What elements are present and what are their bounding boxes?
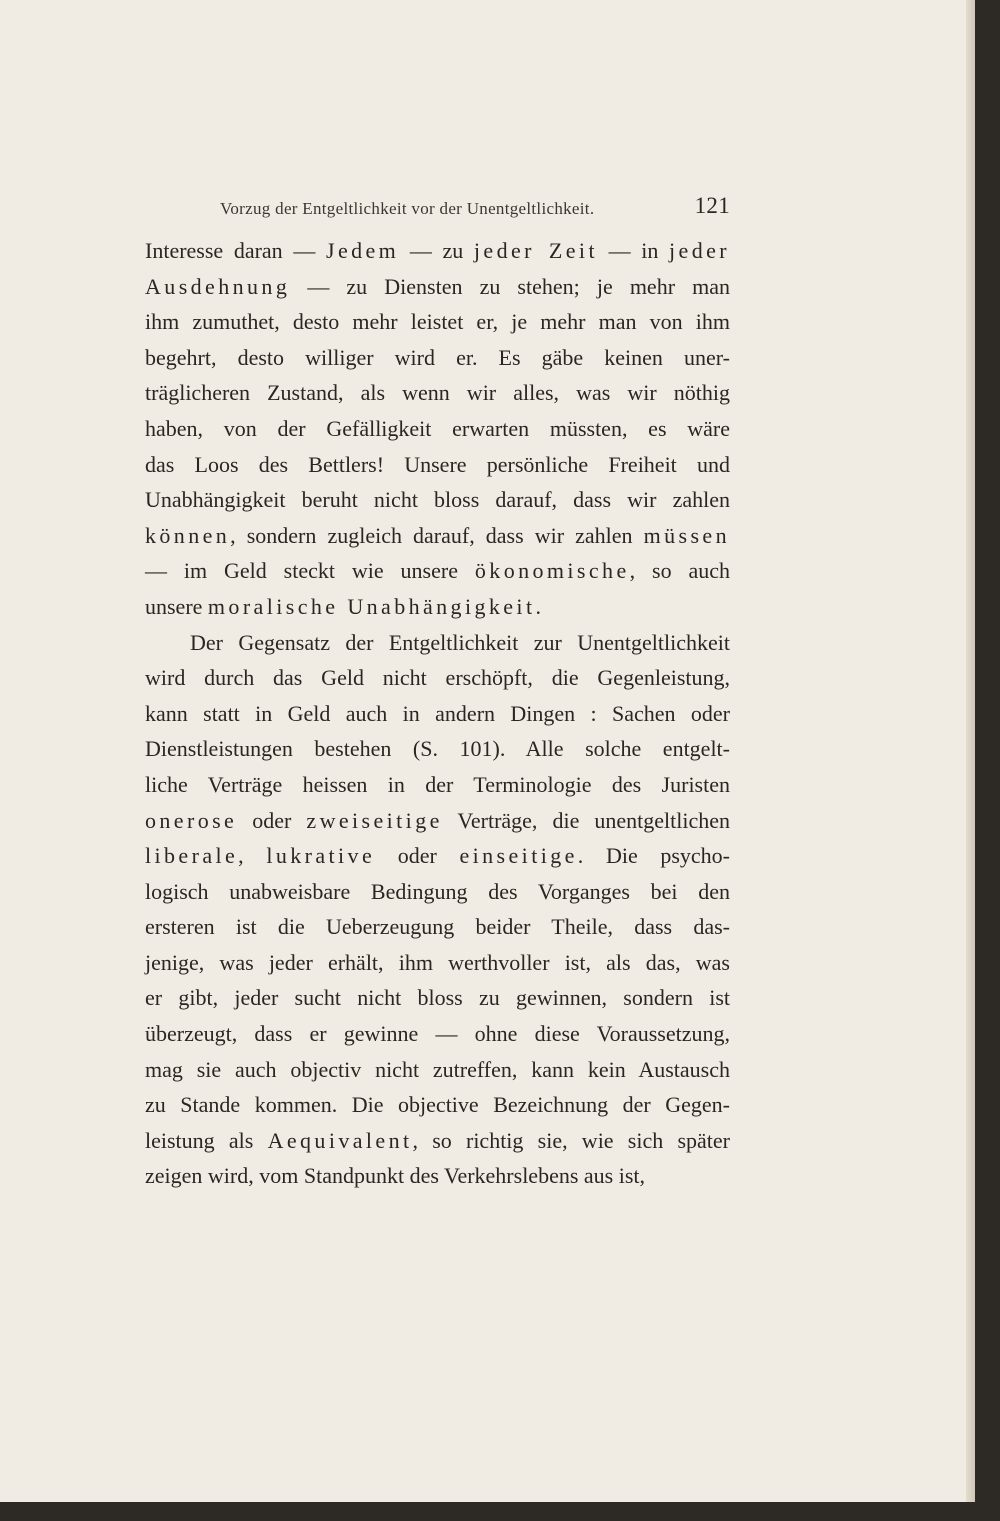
text-line — [145, 482, 730, 518]
text-segment: — im Geld steckt wie unsere — [145, 558, 475, 584]
text-segment: liche Verträge heissen in der Terminologie des Juristen — [145, 771, 730, 797]
text-segment: unsere — [145, 593, 208, 619]
text-segment: . Die psycho- — [577, 843, 730, 869]
text-segment: das Loos des Bettlers! Unsere persönliche Freiheit und — [145, 451, 730, 477]
text-segment: , so richtig sie, wie sich später — [412, 1127, 730, 1153]
text-line — [145, 589, 730, 625]
paragraph — [145, 233, 730, 625]
text-segment: , sondern zugleich darauf, dass wir zahlen — [230, 522, 644, 548]
page-number: 121 — [694, 193, 730, 218]
emphasized-word: einseitige — [459, 843, 578, 869]
paragraph — [145, 625, 730, 1195]
text-segment: ihm zumuthet, desto mehr leistet er, je mehr man von ihm — [145, 309, 730, 335]
text-line — [145, 838, 730, 874]
text-line — [145, 518, 730, 554]
emphasized-word: Ausdehnung — [145, 273, 291, 299]
text-segment: oder — [237, 807, 307, 833]
text-line — [145, 269, 730, 305]
text-line — [145, 1158, 730, 1194]
text-line — [145, 411, 730, 447]
text-line — [145, 767, 730, 803]
emphasized-word: ökonomische — [474, 558, 630, 584]
text-line — [145, 660, 730, 696]
text-line — [145, 304, 730, 340]
text-segment: mag sie auch objectiv nicht zutreffen, kann kein Austausch — [145, 1056, 730, 1082]
text-line — [145, 874, 730, 910]
text-segment: oder — [375, 843, 460, 869]
text-segment: wird durch das Geld nicht erschöpft, die Gegenleistung, — [145, 665, 730, 691]
page-edge — [966, 0, 975, 1502]
text-segment: , — [238, 843, 267, 869]
text-segment: Verträge, die unentgeltlichen — [442, 807, 731, 833]
text-segment: leistung als — [145, 1127, 268, 1153]
emphasized-word: können — [145, 522, 231, 548]
text-line — [145, 731, 730, 767]
text-segment: haben, von der Gefälligkeit erwarten müssten, es wäre — [145, 415, 730, 441]
text-segment: logisch unabweisbare Bedingung des Vorganges bei den — [145, 878, 730, 904]
text-segment: Interesse daran — — [145, 238, 326, 263]
text-line — [145, 945, 730, 981]
text-segment: er gibt, jeder sucht nicht bloss zu gewinnen, sondern ist — [145, 985, 730, 1011]
text-line — [145, 553, 730, 589]
text-segment: Unabhängigkeit beruht nicht bloss darauf, dass wir zahlen — [145, 487, 730, 513]
text-segment: Der Gegensatz der Entgeltlichkeit zur Unentgeltlichkeit — [190, 629, 730, 655]
text-segment: , so auch — [629, 558, 730, 584]
body-text — [145, 233, 730, 1194]
text-line — [145, 1016, 730, 1052]
emphasized-word: onerose — [145, 807, 238, 833]
text-line — [145, 803, 730, 839]
emphasized-word: lukrative — [266, 843, 376, 869]
text-segment: jenige, was jeder erhält, ihm werthvoller ist, als das, was — [145, 949, 730, 975]
text-segment: . — [535, 593, 541, 619]
emphasized-word: moralische Unabhängigkeit — [207, 593, 536, 619]
text-line — [145, 625, 730, 661]
text-line — [145, 696, 730, 732]
text-segment: — zu Diensten zu stehen; je mehr man — [290, 273, 730, 299]
text-segment: zeigen wird, vom Standpunkt des Verkehrslebens aus ist, — [145, 1163, 646, 1189]
text-segment: — zu — [399, 238, 474, 263]
text-line — [145, 1123, 730, 1159]
text-segment: Dienstleistungen bestehen (S. 101). Alle solche entgelt- — [145, 736, 730, 762]
emphasized-word: liberale — [145, 843, 239, 869]
text-line — [145, 980, 730, 1016]
text-segment: begehrt, desto williger wird er. Es gäbe keinen uner- — [145, 344, 730, 370]
emphasized-word: zweiseitige — [306, 807, 443, 833]
text-line — [145, 340, 730, 376]
text-segment: ersteren ist die Ueberzeugung beider Theile, dass das- — [145, 914, 730, 940]
text-segment: zu Stande kommen. Die objective Bezeichnung der Gegen- — [145, 1092, 730, 1118]
page-content — [145, 193, 730, 1194]
running-head — [145, 193, 730, 233]
text-line — [145, 447, 730, 483]
text-line — [145, 1087, 730, 1123]
text-segment: überzeugt, dass er gewinne — ohne diese Voraussetzung, — [145, 1021, 730, 1047]
text-segment: — in — [597, 238, 670, 263]
text-segment: kann statt in Geld auch in andern Dingen : Sachen oder — [145, 700, 730, 726]
text-segment: träglicheren Zustand, als wenn wir alles, was wir nöthig — [145, 380, 730, 406]
emphasized-word: Jedem — [325, 238, 400, 263]
emphasized-word: müssen — [643, 522, 730, 548]
emphasized-word: jeder Zeit — [473, 238, 598, 263]
emphasized-word: jeder — [669, 238, 730, 263]
text-line — [145, 233, 730, 269]
text-line — [145, 1052, 730, 1088]
text-line — [145, 375, 730, 411]
emphasized-word: Aequivalent — [267, 1127, 413, 1153]
running-head-title: Vorzug der Entgeltlichkeit vor der Unentgeltlichkeit. — [220, 199, 595, 218]
text-line — [145, 909, 730, 945]
